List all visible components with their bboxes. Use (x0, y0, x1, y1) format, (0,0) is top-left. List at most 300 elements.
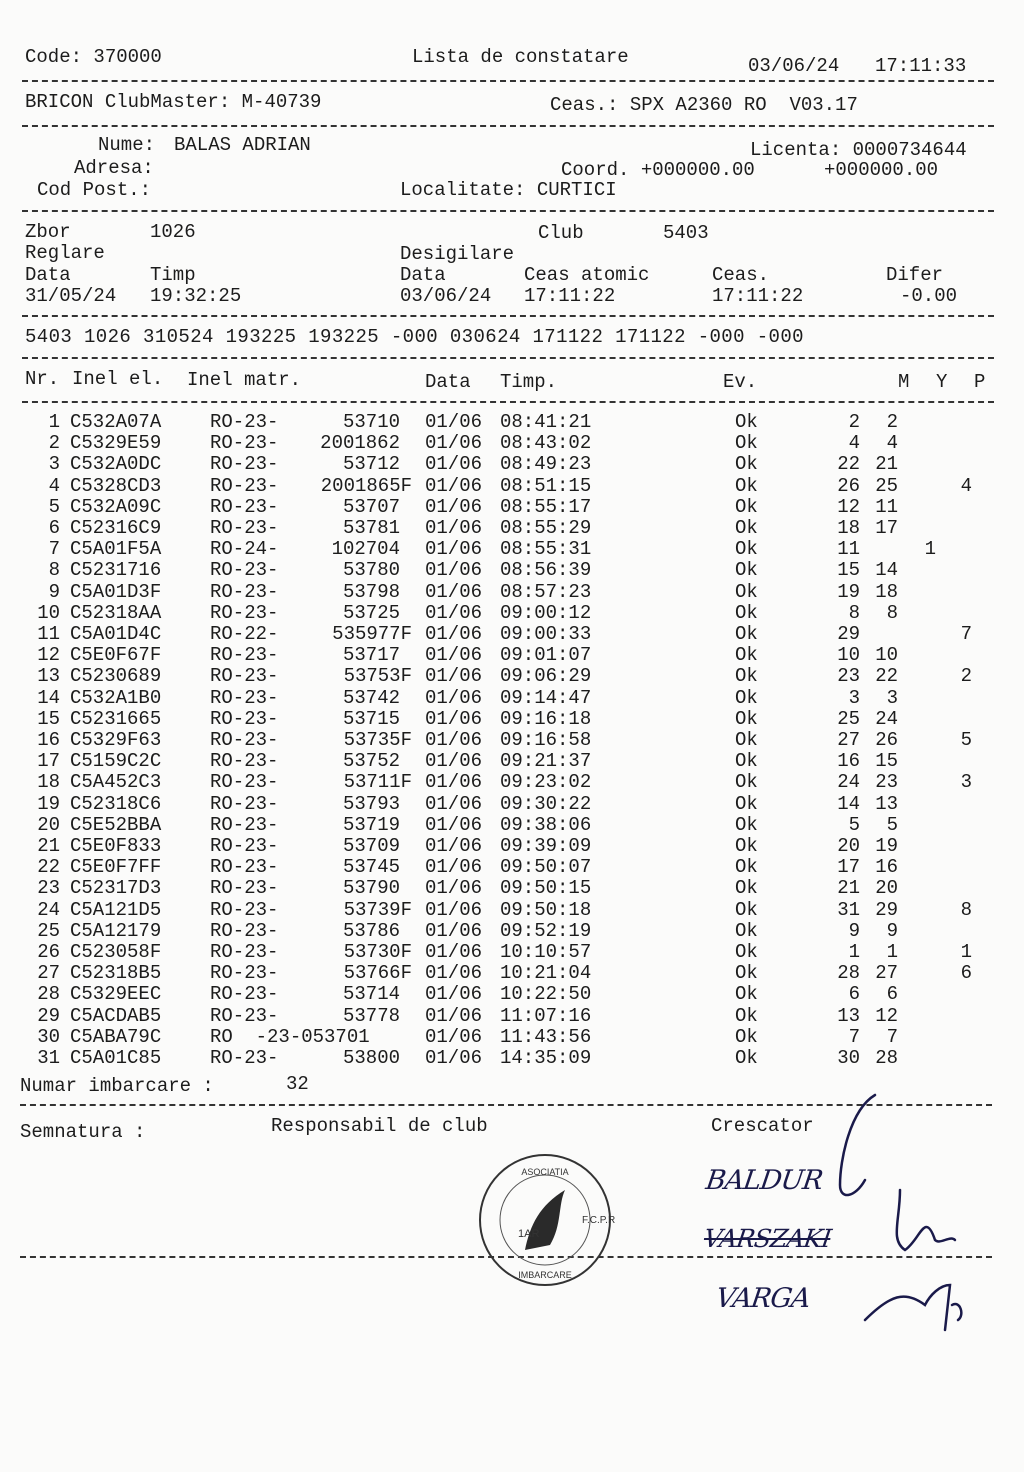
event-status: Ok (735, 453, 758, 476)
svg-text:IMBARCARE: IMBARCARE (518, 1270, 572, 1280)
row-number: 2 (48, 432, 60, 455)
handwritten-signatures (690, 1090, 1010, 1350)
event-status: Ok (735, 686, 758, 709)
ring-prefix: RO-23- (210, 474, 279, 497)
arrival-time: 09:14:47 (500, 686, 592, 709)
flight-label: Zbor (25, 221, 71, 243)
rank-m: 20 (837, 835, 860, 857)
rank-y: 17 (875, 517, 898, 539)
event-status: Ok (735, 919, 758, 942)
ring-prefix: RO-23- (210, 983, 279, 1006)
arrival-date: 01/06 (425, 623, 483, 645)
setting-date-label: Data (25, 264, 71, 286)
row-number: 11 (37, 623, 60, 645)
svg-text:1AR: 1AR (518, 1228, 540, 1240)
table-row (0, 709, 1024, 730)
club-stamp (470, 1145, 620, 1295)
row-number: 30 (37, 1025, 60, 1048)
arrival-date: 01/06 (425, 771, 483, 794)
rank-y: 28 (875, 1047, 898, 1069)
rank-extra: 1 (924, 538, 936, 561)
rank-y: 19 (875, 835, 898, 857)
ring-prefix: RO-23- (210, 962, 279, 985)
event-status: Ok (735, 962, 758, 985)
code-label: Code: 370000 (25, 46, 162, 68)
event-status: Ok (735, 559, 758, 582)
rank-y: 15 (875, 750, 898, 773)
arrival-time: 08:56:39 (500, 559, 592, 582)
electronic-ring: C5E0F833 (70, 835, 162, 857)
arrival-time: 09:50:18 (500, 898, 592, 921)
setting-time: 19:32:25 (150, 285, 242, 307)
rank-y: 8 (886, 601, 898, 624)
table-row (0, 900, 1024, 921)
coordinates: Coord. +000000.00 (561, 159, 755, 181)
electronic-ring: C52318C6 (70, 792, 162, 815)
table-row (0, 984, 1024, 1005)
ring-prefix: RO-23- (210, 877, 279, 900)
rank-y: 5 (886, 813, 898, 836)
handwritten-name-2: VARSZAKI (702, 1224, 833, 1253)
rank-y: 23 (875, 771, 898, 794)
arrival-time: 10:22:50 (500, 983, 592, 1006)
row-number: 28 (37, 983, 60, 1006)
setting-label: Reglare (25, 242, 105, 264)
row-number: 22 (37, 856, 60, 879)
ring-number: 53745 (342, 856, 400, 879)
event-status: Ok (735, 983, 758, 1006)
table-row (0, 476, 1024, 497)
event-status: Ok (735, 707, 758, 730)
rank-m: 30 (837, 1047, 860, 1069)
ring-prefix: RO-23- (210, 835, 279, 857)
arrival-date: 01/06 (425, 813, 483, 836)
rank-m: 3 (848, 686, 860, 709)
divider (22, 125, 994, 127)
table-row (0, 666, 1024, 687)
boarding-count: 32 (286, 1073, 309, 1095)
rank-y: 26 (875, 729, 898, 751)
row-number: 18 (37, 771, 60, 794)
row-number: 24 (37, 898, 60, 921)
table-row (0, 815, 1024, 836)
event-status: Ok (735, 1047, 758, 1069)
ring-prefix: RO-23- (210, 750, 279, 773)
rank-p: 8 (960, 898, 972, 921)
row-number: 20 (37, 813, 60, 836)
arrival-date: 01/06 (425, 962, 483, 985)
ring-prefix: RO-23- (210, 411, 279, 433)
rank-m: 27 (837, 729, 860, 751)
electronic-ring: C5159C2C (70, 750, 162, 773)
row-number: 15 (37, 707, 60, 730)
arrival-time: 11:43:56 (500, 1025, 592, 1048)
rank-m: 25 (837, 707, 860, 730)
row-number: 9 (48, 580, 60, 603)
club-label: Club (538, 222, 584, 244)
rank-m: 10 (837, 644, 860, 667)
postal-code-label: Cod Post.: (37, 179, 152, 201)
ring-number: 2001862 (320, 432, 400, 455)
rank-y: 16 (875, 856, 898, 879)
rank-m: 6 (848, 983, 860, 1006)
electronic-ring: C5329F63 (70, 729, 162, 751)
event-status: Ok (735, 1004, 758, 1027)
table-row (0, 582, 1024, 603)
event-status: Ok (735, 835, 758, 857)
arrival-date: 01/06 (425, 686, 483, 709)
rank-m: 28 (837, 962, 860, 985)
arrival-time: 08:57:23 (500, 580, 592, 603)
arrival-time: 09:00:33 (500, 623, 592, 645)
ring-number: 53781 (342, 517, 400, 539)
rank-y: 18 (875, 580, 898, 603)
electronic-ring: C5A01C85 (70, 1047, 162, 1069)
electronic-ring: C5E0F7FF (70, 856, 162, 879)
arrival-date: 01/06 (425, 1047, 483, 1069)
table-row (0, 878, 1024, 899)
ring-number: 53766F (343, 962, 412, 985)
rank-y: 29 (875, 898, 898, 921)
event-status: Ok (735, 813, 758, 836)
ring-prefix: RO-23- (210, 1004, 279, 1027)
arrival-date: 01/06 (425, 538, 483, 561)
arrival-date: 01/06 (425, 474, 483, 497)
arrival-time: 08:49:23 (500, 453, 592, 476)
ring-number: 53786 (342, 919, 400, 942)
event-status: Ok (735, 729, 758, 751)
arrival-date: 01/06 (425, 898, 483, 921)
table-row (0, 645, 1024, 666)
table-row (0, 560, 1024, 581)
table-row (0, 921, 1024, 942)
table-row (0, 836, 1024, 857)
electronic-ring: C5A01F5A (70, 538, 162, 561)
arrival-time: 09:16:58 (500, 729, 592, 751)
electronic-ring: C5328CD3 (70, 474, 162, 497)
print-date: 03/06/24 (748, 55, 840, 77)
table-row (0, 963, 1024, 984)
table-row (0, 1006, 1024, 1027)
event-status: Ok (735, 644, 758, 667)
arrival-time: 09:39:09 (500, 835, 592, 857)
event-status: Ok (735, 601, 758, 624)
electronic-ring: C52317D3 (70, 877, 162, 900)
ring-number: 53735F (343, 729, 412, 751)
table-row (0, 730, 1024, 751)
arrival-date: 01/06 (425, 983, 483, 1006)
rank-m: 14 (837, 792, 860, 815)
electronic-ring: C5E52BBA (70, 813, 162, 836)
event-status: Ok (735, 1025, 758, 1048)
clock-time: 17:11:22 (712, 285, 804, 307)
event-status: Ok (735, 771, 758, 794)
ring-number: 53790 (342, 877, 400, 900)
row-number: 25 (37, 919, 60, 942)
arrival-time: 09:50:07 (500, 856, 592, 879)
arrival-time: 09:38:06 (500, 813, 592, 836)
row-number: 13 (37, 665, 60, 688)
rank-y: 3 (886, 686, 898, 709)
row-number: 14 (37, 686, 60, 709)
clock-label: Ceas. (712, 264, 770, 286)
row-number: 21 (37, 835, 60, 857)
arrival-time: 09:23:02 (500, 771, 592, 794)
rank-y: 12 (875, 1004, 898, 1027)
event-status: Ok (735, 877, 758, 900)
document-title: Lista de constatare (412, 46, 629, 68)
ring-number: 53739F (343, 898, 412, 921)
unsealing-label: Desigilare (400, 243, 515, 265)
arrival-time: 09:30:22 (500, 792, 592, 815)
signature-label: Semnatura : (20, 1121, 146, 1143)
ring-number: 53780 (342, 559, 400, 582)
handwritten-name-3: VARGA (713, 1283, 812, 1314)
electronic-ring: C52318AA (70, 601, 162, 624)
row-number: 29 (37, 1004, 60, 1027)
ring-prefix: RO-22- (210, 623, 279, 645)
table-row (0, 1048, 1024, 1069)
divider (22, 401, 994, 403)
event-status: Ok (735, 517, 758, 539)
arrival-date: 01/06 (425, 665, 483, 688)
row-number: 17 (37, 750, 60, 773)
rank-m: 7 (848, 1025, 860, 1048)
handwritten-name-1: BALDUR (703, 1165, 825, 1196)
electronic-ring: C532A07A (70, 411, 162, 433)
row-number: 12 (37, 644, 60, 667)
table-row (0, 751, 1024, 772)
table-row (0, 412, 1024, 433)
rank-m: 19 (837, 580, 860, 603)
ring-number: 53707 (342, 495, 400, 518)
electronic-ring: C5231716 (70, 559, 162, 582)
boarding-count-label: Numar imbarcare : (20, 1075, 214, 1097)
arrival-date: 01/06 (425, 580, 483, 603)
rank-y: 6 (886, 983, 898, 1006)
rank-m: 9 (848, 919, 860, 942)
ring-number: 53752 (342, 750, 400, 773)
divider (22, 210, 994, 212)
ring-number: 53711F (343, 771, 412, 794)
rank-p: 5 (960, 729, 972, 751)
row-number: 1 (48, 411, 60, 433)
ring-prefix: RO-23- (210, 813, 279, 836)
table-row (0, 624, 1024, 645)
rank-m: 24 (837, 771, 860, 794)
ring-prefix: RO-23- (210, 729, 279, 751)
rank-m: 29 (837, 623, 860, 645)
ring-number: 53712 (342, 453, 400, 476)
arrival-time: 08:55:31 (500, 538, 592, 561)
electronic-ring: C5A452C3 (70, 771, 162, 794)
ring-number: 2001865F (320, 474, 412, 497)
arrival-date: 01/06 (425, 835, 483, 857)
rank-m: 22 (837, 453, 860, 476)
ring-prefix: RO-23- (210, 517, 279, 539)
electronic-ring: C523058F (70, 941, 162, 963)
col-y: Y (936, 371, 948, 393)
code-line: 5403 1026 310524 193225 193225 -000 030624 171122 171122 -000 -000 (25, 326, 804, 348)
print-time: 17:11:33 (875, 55, 967, 77)
ring-number: 53717 (342, 644, 400, 667)
table-row (0, 454, 1024, 475)
ring-number: 53798 (342, 580, 400, 603)
arrival-time: 09:16:18 (500, 707, 592, 730)
table-row (0, 497, 1024, 518)
rank-m: 13 (837, 1004, 860, 1027)
electronic-ring: C52318B5 (70, 962, 162, 985)
arrival-date: 01/06 (425, 517, 483, 539)
arrival-time: 09:21:37 (500, 750, 592, 773)
ring-prefix: RO-23- (210, 1047, 279, 1069)
table-row (0, 518, 1024, 539)
arrival-time: 09:50:15 (500, 877, 592, 900)
rank-y: 24 (875, 707, 898, 730)
event-status: Ok (735, 623, 758, 645)
table-row (0, 857, 1024, 878)
rank-y: 14 (875, 559, 898, 582)
rank-m: 5 (848, 813, 860, 836)
electronic-ring: C5ACDAB5 (70, 1004, 162, 1027)
rank-m: 31 (837, 898, 860, 921)
event-status: Ok (735, 411, 758, 433)
row-number: 23 (37, 877, 60, 900)
electronic-ring: C5ABA79C (70, 1025, 162, 1048)
arrival-time: 08:43:02 (500, 432, 592, 455)
rank-m: 16 (837, 750, 860, 773)
ring-prefix: RO-23- (210, 559, 279, 582)
ring-number: 53778 (342, 1004, 400, 1027)
arrival-date: 01/06 (425, 601, 483, 624)
name-label: Nume: (98, 134, 156, 156)
rank-y: 2 (886, 411, 898, 433)
event-status: Ok (735, 792, 758, 815)
row-number: 10 (37, 601, 60, 624)
rank-m: 2 (848, 411, 860, 433)
arrival-date: 01/06 (425, 453, 483, 476)
electronic-ring: C532A0DC (70, 453, 162, 476)
event-status: Ok (735, 538, 758, 561)
ring-prefix: RO-23- (210, 432, 279, 455)
ring-number: 53742 (342, 686, 400, 709)
club-responsible-label: Responsabil de club (271, 1115, 488, 1137)
ring-number: 53725 (342, 601, 400, 624)
electronic-ring: C5231665 (70, 707, 162, 730)
col-timp: Timp. (500, 371, 558, 393)
difference-label: Difer (886, 264, 944, 286)
arrival-time: 09:06:29 (500, 665, 592, 688)
row-number: 3 (48, 453, 60, 476)
arrival-date: 01/06 (425, 411, 483, 433)
arrival-date: 01/06 (425, 707, 483, 730)
divider (22, 315, 994, 317)
table-row (0, 794, 1024, 815)
divider (22, 80, 994, 82)
ring-prefix: RO-23- (210, 771, 279, 794)
rank-m: 11 (837, 538, 860, 561)
arrival-time: 10:21:04 (500, 962, 592, 985)
col-data: Data (425, 371, 471, 393)
ring-prefix: RO-23- (210, 856, 279, 879)
clock-info: Ceas.: SPX A2360 RO V03.17 (550, 94, 858, 116)
rank-p: 7 (960, 623, 972, 645)
arrival-time: 08:55:29 (500, 517, 592, 539)
arrival-date: 01/06 (425, 1004, 483, 1027)
rank-m: 12 (837, 495, 860, 518)
col-inel-el: Inel el. (72, 368, 164, 390)
arrival-time: 14:35:09 (500, 1047, 592, 1069)
rank-p: 6 (960, 962, 972, 985)
rank-y: 13 (875, 792, 898, 815)
ring-prefix: RO-24- (210, 538, 279, 561)
event-status: Ok (735, 665, 758, 688)
rank-m: 8 (848, 601, 860, 624)
col-ev: Ev. (723, 371, 758, 393)
rank-y: 11 (875, 495, 898, 518)
table-row (0, 942, 1024, 963)
electronic-ring: C532A1B0 (70, 686, 162, 709)
col-inel-matr: Inel matr. (187, 369, 302, 391)
rank-y: 27 (875, 962, 898, 985)
divider (22, 357, 994, 359)
electronic-ring: C5A12179 (70, 919, 162, 942)
electronic-ring: C5A121D5 (70, 898, 162, 921)
arrival-time: 09:00:12 (500, 601, 592, 624)
row-number: 26 (37, 941, 60, 963)
event-status: Ok (735, 580, 758, 603)
arrival-date: 01/06 (425, 919, 483, 942)
rank-m: 1 (848, 941, 860, 963)
rank-y: 1 (886, 941, 898, 963)
col-p: P (974, 371, 986, 393)
table-row (0, 1027, 1024, 1048)
rank-y: 21 (875, 453, 898, 476)
arrival-date: 01/06 (425, 1025, 483, 1048)
rank-y: 9 (886, 919, 898, 942)
event-status: Ok (735, 941, 758, 963)
row-number: 19 (37, 792, 60, 815)
ring-number: 53710 (342, 411, 400, 433)
svg-text:ASOCIATIA: ASOCIATIA (521, 1167, 569, 1177)
rank-m: 26 (837, 474, 860, 497)
arrival-date: 01/06 (425, 729, 483, 751)
arrival-date: 01/06 (425, 941, 483, 963)
event-status: Ok (735, 432, 758, 455)
breeder-label: Crescator (711, 1115, 814, 1137)
rank-y: 22 (875, 665, 898, 688)
electronic-ring: C5329E59 (70, 432, 162, 455)
electronic-ring: C532A09C (70, 495, 162, 518)
electronic-ring: C5A01D3F (70, 580, 162, 603)
row-number: 8 (48, 559, 60, 582)
table-row (0, 433, 1024, 454)
clubmaster-id: BRICON ClubMaster: M-40739 (25, 91, 322, 113)
ring-prefix: RO-23- (210, 601, 279, 624)
rank-p: 3 (960, 771, 972, 794)
ring-prefix: RO-23- (210, 898, 279, 921)
ring-number: 53730F (343, 941, 412, 963)
rank-m: 23 (837, 665, 860, 688)
arrival-date: 01/06 (425, 559, 483, 582)
row-number: 5 (48, 495, 60, 518)
event-status: Ok (735, 750, 758, 773)
event-status: Ok (735, 898, 758, 921)
ring-number: 102704 (331, 538, 400, 561)
arrival-time: 11:07:16 (500, 1004, 592, 1027)
locality: Localitate: CURTICI (400, 179, 617, 201)
electronic-ring: C5A01D4C (70, 623, 162, 645)
